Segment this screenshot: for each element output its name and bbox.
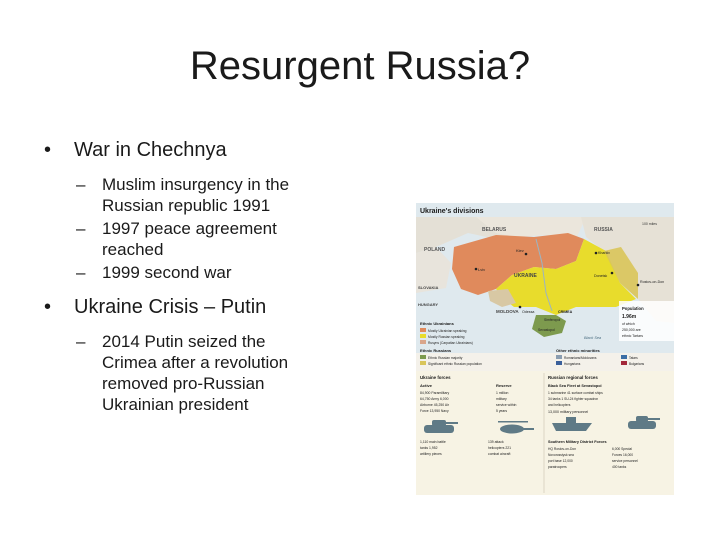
legend-swatch-russian-majority bbox=[420, 355, 426, 359]
legend-swatch-significant bbox=[420, 361, 426, 365]
ukraine-infographic bbox=[416, 203, 674, 495]
sub-bullet-line: Russian republic 1991 bbox=[102, 196, 271, 215]
sub-bullet-line: 1999 second war bbox=[102, 263, 232, 282]
legend-item: Mostly Ukrainian speaking bbox=[428, 329, 467, 333]
legend-item: Mostly Russian speaking bbox=[428, 335, 465, 339]
forces-heading-ukraine: Ukraine forces bbox=[420, 375, 451, 380]
legend-swatch-hungarians bbox=[556, 361, 562, 365]
dash-glyph: – bbox=[76, 219, 86, 238]
legend-item: Romanians/Moldovans bbox=[564, 356, 597, 360]
forces-line: combat aircraft bbox=[488, 452, 511, 456]
legend-swatch-romanians bbox=[556, 355, 562, 359]
sub-bullet-line: Crimea after a revolution bbox=[102, 353, 289, 372]
sub-bullet bbox=[44, 174, 324, 216]
forces-line: 34 tanks 1 SU-24 fighter squadron bbox=[548, 397, 599, 401]
city-label-odessa: Odessa bbox=[522, 310, 535, 314]
legend-swatch-rus bbox=[420, 334, 426, 338]
infographic-title: Ukraine's divisions bbox=[420, 208, 484, 215]
forces-line: 6,000 Special bbox=[612, 447, 632, 451]
forces-line: 1 million bbox=[496, 391, 509, 395]
forces-panel bbox=[416, 371, 674, 495]
forces-line: 84,900 Paramilitary bbox=[420, 391, 450, 395]
bullet-ukraine bbox=[44, 295, 324, 319]
forces-line: military bbox=[496, 397, 507, 401]
sub-bullet-line: Muslim insurgency in the bbox=[102, 175, 290, 194]
legend-heading: Other ethnic minorities bbox=[556, 348, 600, 353]
forces-line: service personnel bbox=[612, 459, 638, 463]
legend-item: Tatars bbox=[629, 356, 638, 360]
bullet-text: War in Chechnya bbox=[74, 139, 227, 161]
city-label-lviv: Lviv bbox=[478, 267, 486, 272]
sub-bullet bbox=[44, 218, 324, 260]
legend-item: Ethnic Russian majority bbox=[428, 356, 463, 360]
city-dot-lviv bbox=[475, 268, 478, 271]
population-line: 250,000 are bbox=[622, 328, 641, 332]
legend-swatch-rusyn bbox=[420, 340, 426, 344]
city-label-kharkiv: Kharkiv bbox=[598, 251, 610, 255]
sub-bullet-line: 1997 peace agreement bbox=[102, 219, 277, 238]
scale-label: 100 miles bbox=[642, 222, 657, 226]
forces-line: tanks 1,952 bbox=[420, 446, 438, 450]
country-label-moldova: MOLDOVA bbox=[496, 309, 519, 314]
legend-item: Rusyns (Carpatian Ukrainians) bbox=[428, 341, 473, 345]
legend-swatch-ukr bbox=[420, 328, 426, 332]
country-label-russia: RUSSIA bbox=[594, 227, 613, 233]
forces-line: artillery pieces bbox=[420, 452, 442, 456]
forces-line: 13,000 military personnel bbox=[548, 410, 589, 414]
legend-heading: Ethnic Ukrainians bbox=[420, 321, 454, 326]
forces-subheading: Southern Military District Forces bbox=[548, 440, 607, 444]
forces-line: Forces 16,000 bbox=[612, 453, 634, 457]
bullet-glyph: • bbox=[44, 296, 52, 318]
city-label-sevastopol: Sevastopol bbox=[538, 328, 555, 332]
forces-line: Airborne 45,250 Air bbox=[420, 403, 450, 407]
forces-subheading: Active bbox=[420, 383, 433, 388]
dash-glyph: – bbox=[76, 175, 86, 194]
legend-item: Hungarians bbox=[564, 362, 581, 366]
sub-bullet bbox=[44, 331, 324, 415]
legend-swatch-bulgarians bbox=[621, 361, 627, 365]
bullet-list bbox=[44, 138, 324, 417]
population-line: ethnic Tartars bbox=[622, 334, 643, 338]
city-dot-donetsk bbox=[611, 272, 614, 275]
city-dot-rostov bbox=[637, 284, 640, 287]
forces-line: 5 years bbox=[496, 409, 508, 413]
legend-swatch-tatars bbox=[621, 355, 627, 359]
forces-line: paratroopers bbox=[548, 465, 567, 469]
city-dot-kharkiv bbox=[595, 252, 598, 255]
forces-line: helicopters 221 bbox=[488, 446, 511, 450]
city-label-rostov: Rostov-on-Don bbox=[640, 280, 665, 284]
bullet-glyph: • bbox=[44, 139, 52, 161]
dash-glyph: – bbox=[76, 263, 86, 282]
slide-title: Resurgent Russia? bbox=[189, 44, 531, 88]
sub-bullet-line: reached bbox=[102, 240, 164, 259]
forces-line: port base 12,000 bbox=[548, 459, 573, 463]
city-dot-odessa bbox=[519, 306, 522, 309]
country-label-hungary: HUNGARY bbox=[418, 302, 439, 307]
dash-glyph: – bbox=[76, 332, 86, 351]
country-label-slovakia: SLOVAKIA bbox=[418, 285, 439, 290]
legend-item: Bulgarians bbox=[629, 362, 645, 366]
forces-line: 64,750 Army 6,000 bbox=[420, 397, 449, 401]
forces-line: 400 tanks bbox=[612, 465, 627, 469]
forces-line: and helicopters bbox=[548, 403, 571, 407]
forces-line: service within bbox=[496, 403, 517, 407]
forces-subheading: Black Sea Fleet at Sevastopol bbox=[548, 384, 602, 388]
forces-heading-russia: Russian regional forces bbox=[548, 375, 598, 380]
bullet-chechnya bbox=[44, 138, 324, 162]
population-label: Population bbox=[622, 306, 644, 311]
country-label-poland: POLAND bbox=[424, 247, 446, 253]
sub-bullet-line: Ukrainian president bbox=[102, 395, 249, 414]
population-line: of which bbox=[622, 322, 635, 326]
region-label-crimea: CRIMEA bbox=[558, 310, 573, 314]
forces-line: Force 13,950 Navy bbox=[420, 409, 449, 413]
population-value: 1.96m bbox=[622, 314, 637, 320]
forces-line: Novorossiysk sea bbox=[548, 453, 574, 457]
legend-heading: Ethnic Russians bbox=[420, 348, 452, 353]
city-label-simferopol: Simferopol bbox=[544, 318, 561, 322]
sub-bullet-line: removed pro-Russian bbox=[102, 374, 265, 393]
city-label-donetsk: Donetsk bbox=[594, 274, 608, 278]
forces-line: 1,110 main battle bbox=[420, 440, 446, 444]
forces-subheading: Reserve bbox=[496, 383, 512, 388]
sub-bullet bbox=[44, 262, 324, 283]
bullet-text: Ukraine Crisis – Putin bbox=[74, 296, 267, 318]
country-label-ukraine: UKRAINE bbox=[514, 273, 537, 279]
country-label-belarus: BELARUS bbox=[482, 227, 507, 233]
legend-item: Significant ethnic Russian population bbox=[428, 362, 482, 366]
forces-line: 139 attack bbox=[488, 440, 504, 444]
sea-label-black-sea: Black Sea bbox=[584, 336, 602, 340]
city-dot-kiev bbox=[525, 253, 528, 256]
sub-bullet-line: 2014 Putin seized the bbox=[102, 332, 266, 351]
city-label-kiev: Kiev bbox=[516, 248, 524, 253]
forces-line: 1 submarine 41 surface combat ships bbox=[548, 391, 603, 395]
forces-line: HQ Rostov-on-Don bbox=[548, 447, 577, 451]
